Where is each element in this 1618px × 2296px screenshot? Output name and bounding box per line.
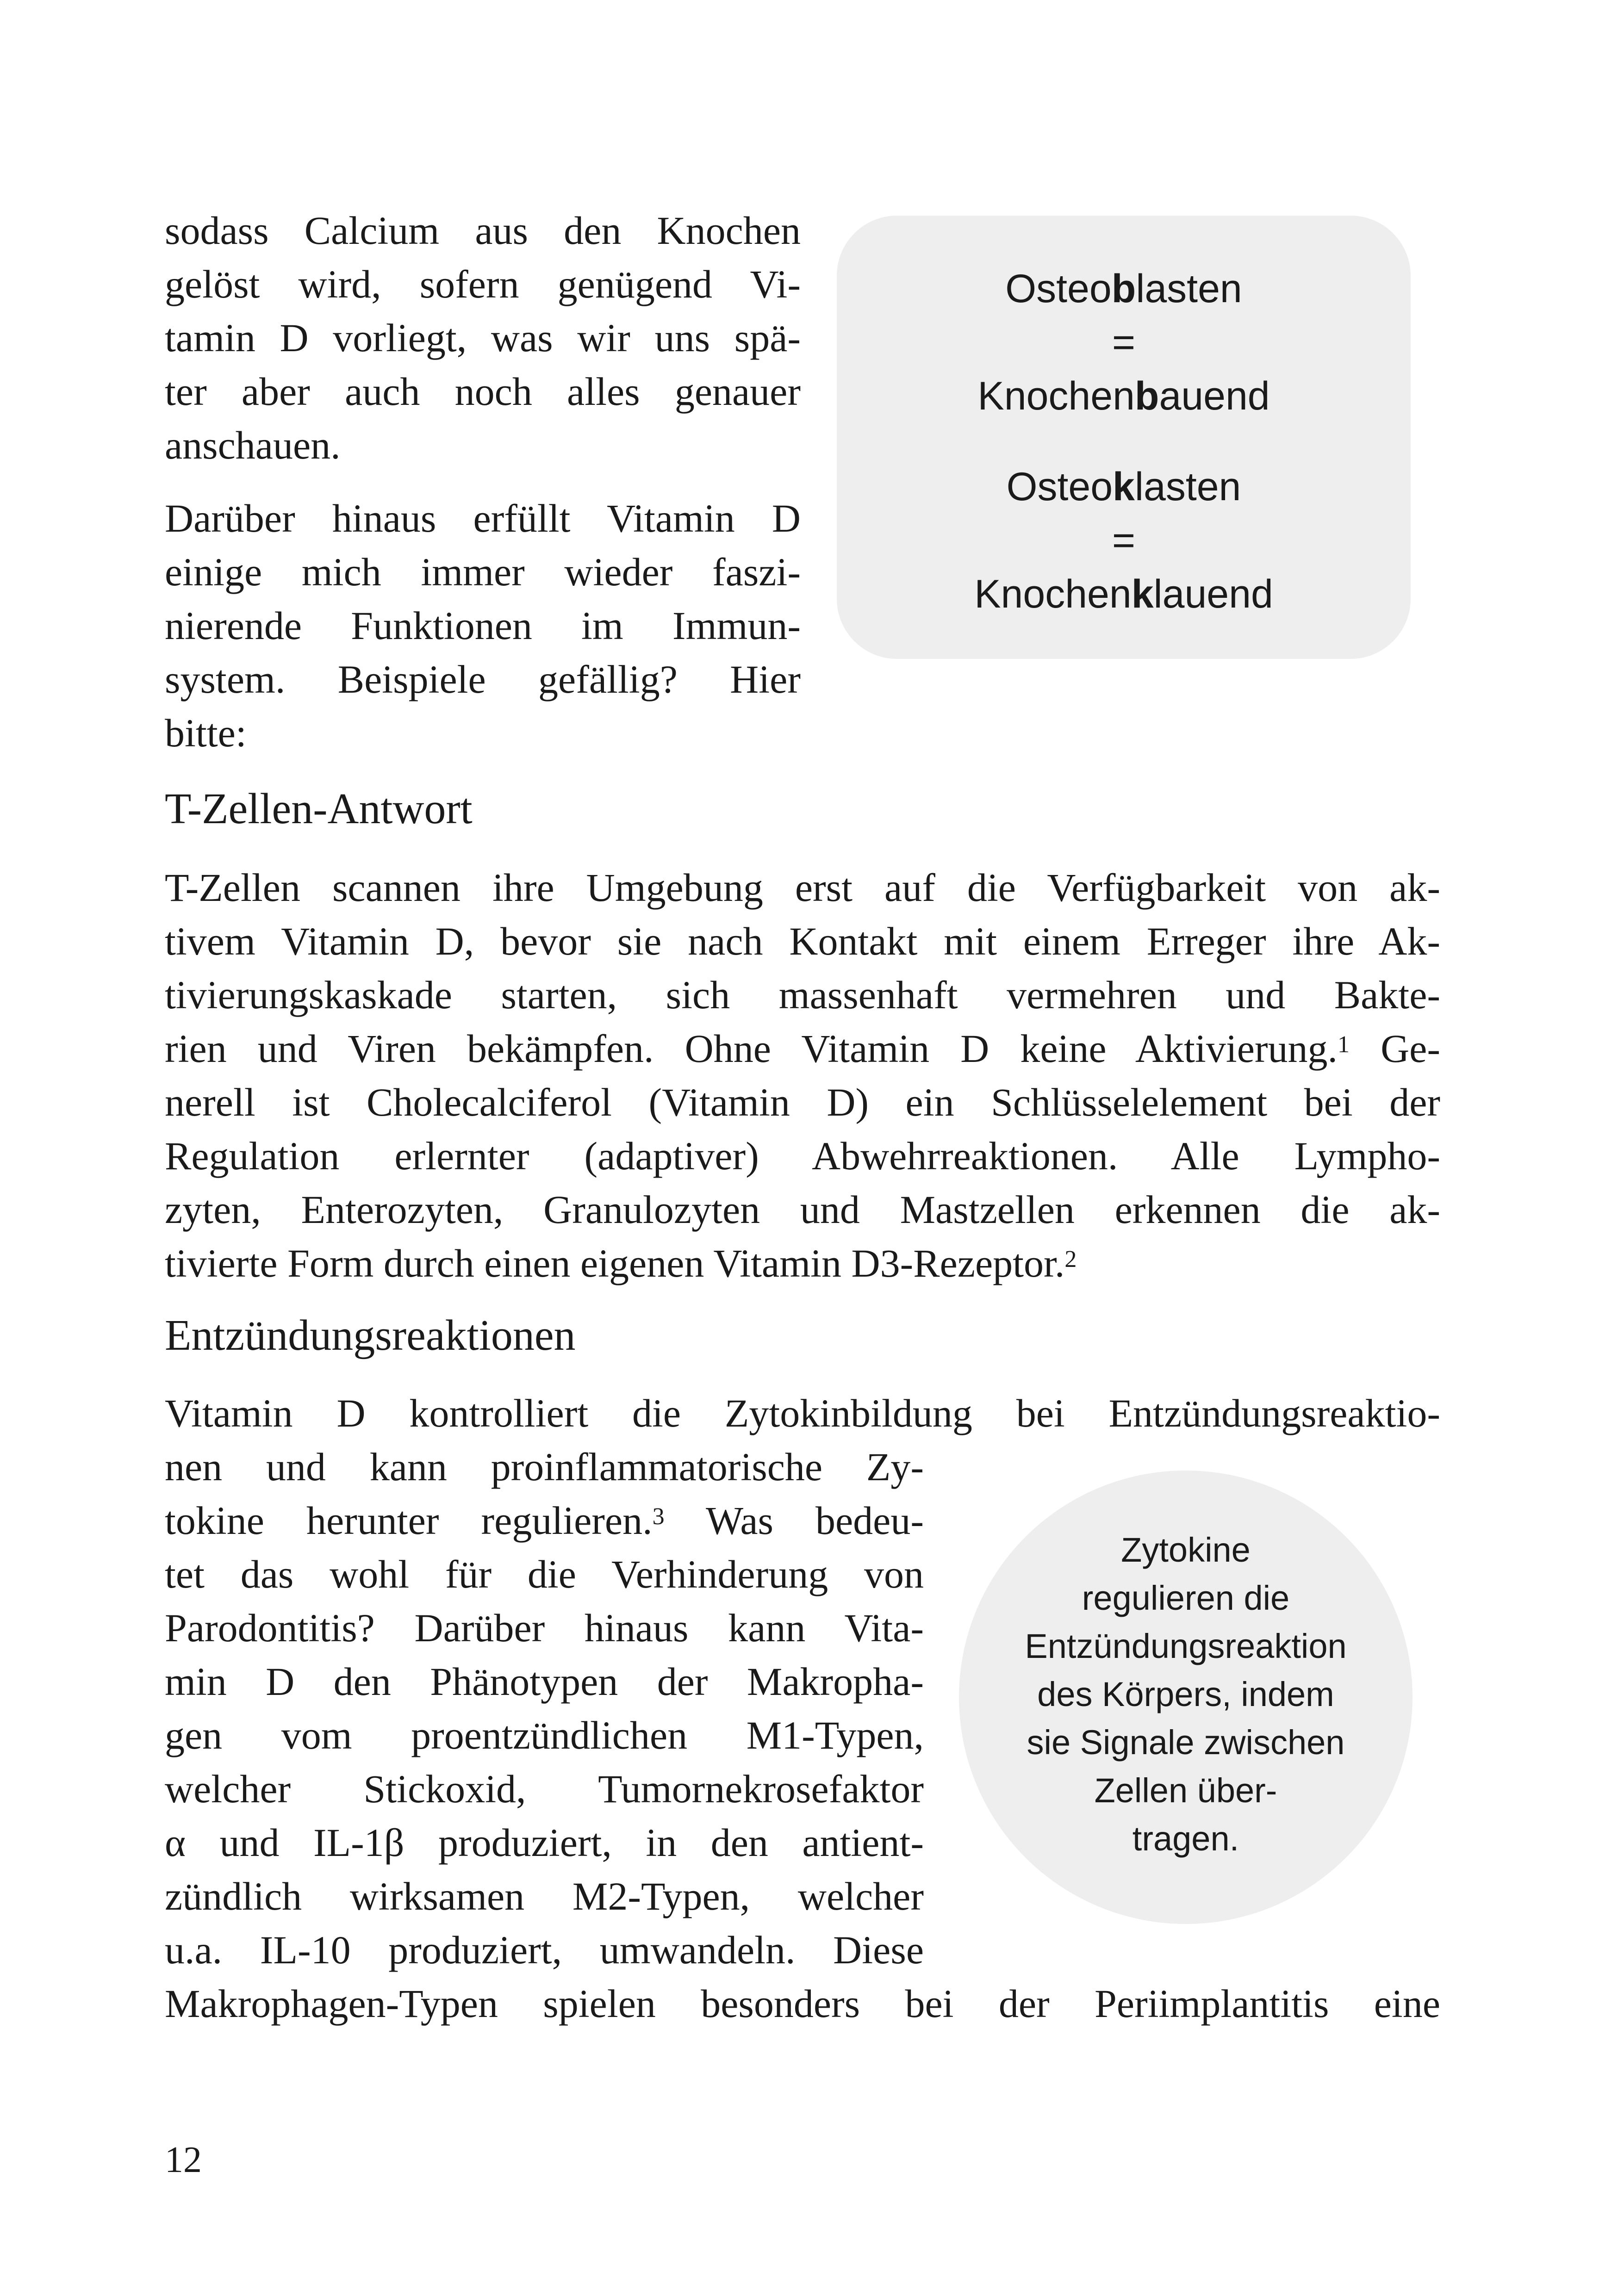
osteoklasten-term: Osteoklasten	[1006, 465, 1241, 509]
callout-line: Zytokine	[1121, 1531, 1251, 1569]
zytokine-callout-circle	[959, 1471, 1413, 1924]
text-line: Parodontitis? Darüber hinaus kann Vita-	[165, 1606, 924, 1650]
text-line: T-Zellen scannen ihre Umgebung erst auf die Verfügbarkeit von ak-	[165, 865, 1440, 910]
section-heading-entzuendung: Entzündungsreaktionen	[165, 1311, 576, 1359]
text-line: ter aber auch noch alles genauer	[165, 369, 801, 414]
osteoblast-info-box	[837, 216, 1411, 659]
callout-line: sie Signale zwischen	[1027, 1723, 1345, 1762]
text-line: Regulation erlernter (adaptiver) Abwehrreaktionen. Alle Lympho-	[165, 1134, 1440, 1178]
text-line: bitte:	[165, 711, 247, 755]
callout-line: regulieren die	[1082, 1579, 1290, 1617]
text-line: welcher Stickoxid, Tumornekrosefaktor	[165, 1767, 924, 1811]
equals-sign: =	[1112, 320, 1136, 365]
text-line: nerell ist Cholecalciferol (Vitamin D) ein Schlüsselelement bei der	[165, 1080, 1440, 1124]
knochenbauend-term: Knochenbauend	[977, 374, 1270, 418]
t-zellen-paragraph	[165, 861, 1440, 1290]
osteoblasten-term: Osteoblasten	[1005, 267, 1242, 311]
callout-line: Entzündungsreaktion	[1025, 1627, 1347, 1665]
text-line: α und IL-1β produziert, in den antient-	[165, 1820, 924, 1865]
section-heading-t-zellen: T-Zellen-Antwort	[165, 785, 473, 833]
text-line: gelöst wird, sofern genügend Vi-	[165, 262, 801, 306]
footnote-marker[interactable]: 1	[1338, 1031, 1350, 1058]
entzuendung-paragraph-column	[165, 1440, 924, 1977]
text-line: anschauen.	[165, 423, 341, 467]
text-line: tet das wohl für die Verhinderung von	[165, 1552, 924, 1596]
text-line: einige mich immer wieder faszi-	[165, 550, 801, 594]
knochenklauend-term: Knochenklauend	[974, 572, 1273, 616]
text-line: tivem Vitamin D, bevor sie nach Kontakt mit einem Erreger ihre Ak-	[165, 919, 1440, 963]
text-line: u.a. IL-10 produziert, umwandeln. Diese	[165, 1928, 924, 1972]
osteoblast-group	[837, 262, 1411, 423]
callout-line: Zellen über-	[1094, 1771, 1277, 1810]
text-line: tivierte Form durch einen eigenen Vitamin D3-Rezeptor.$^2$	[165, 1241, 1077, 1285]
footnote-marker[interactable]: 2	[1064, 1246, 1077, 1272]
text-line: sodass Calcium aus den Knochen	[165, 208, 801, 253]
callout-line: des Körpers, indem	[1037, 1675, 1334, 1713]
text-line: nen und kann proinflammatorische Zy-	[165, 1445, 924, 1489]
text-line: tokine herunter regulieren.$^3$ Was bedeu-	[165, 1498, 924, 1543]
text-line: tivierungskaskade starten, sich massenhaft vermehren und Bakte-	[165, 973, 1440, 1017]
page-number: 12	[165, 2140, 202, 2180]
text-line: system. Beispiele gefällig? Hier	[165, 657, 801, 701]
footnote-marker[interactable]: 3	[652, 1503, 665, 1530]
equals-sign: =	[1112, 518, 1136, 563]
callout-line: tragen.	[1132, 1819, 1239, 1858]
immune-intro-paragraph	[165, 491, 801, 760]
text-line: min D den Phänotypen der Makropha-	[165, 1659, 924, 1704]
osteoklast-group	[837, 460, 1411, 621]
text-line: zyten, Enterozyten, Granulozyten und Mastzellen erkennen die ak-	[165, 1187, 1440, 1232]
intro-paragraph	[165, 204, 801, 472]
entzuendung-paragraph-top	[165, 1386, 1440, 1440]
text-line: Makrophagen-Typen spielen besonders bei der Periimplantitis eine	[165, 1981, 1440, 2026]
text-line: Vitamin D kontrolliert die Zytokinbildung bei Entzündungsreaktio-	[165, 1391, 1440, 1435]
text-line: zündlich wirksamen M2-Typen, welcher	[165, 1874, 924, 1918]
text-line: gen vom proentzündlichen M1-Typen,	[165, 1713, 924, 1757]
text-line: rien und Viren bekämpfen. Ohne Vitamin D keine Aktivierung.$^1$ Ge-	[165, 1026, 1440, 1071]
text-line: tamin D vorliegt, was wir uns spä-	[165, 316, 801, 360]
entzuendung-paragraph-bottom	[165, 1977, 1440, 2030]
text-line: Darüber hinaus erfüllt Vitamin D	[165, 496, 801, 540]
text-line: nierende Funktionen im Immun-	[165, 603, 801, 648]
